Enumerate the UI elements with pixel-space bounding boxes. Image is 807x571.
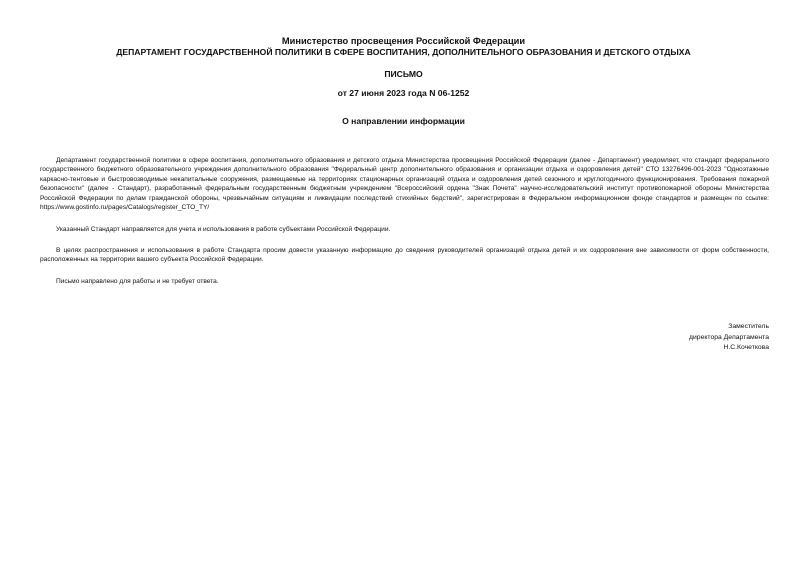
paragraph-request: В целях распространения и использования в работе Стандарта просим довести указанную информацию до сведения руководителей организаций отдыха детей и их оздоровления вне зависимости от форм собственности, расположенных на территории вашего субъекта Российской Федерации.: [40, 247, 769, 264]
document-type: ПИСЬМО: [384, 69, 423, 79]
paragraph-standard-usage: Указанный Стандарт направляется для учета и использования в работе субъектами Российской Федерации.: [56, 226, 391, 233]
signature-department: директора Департамента: [689, 333, 769, 341]
signature-name: Н.С.Кочеткова: [723, 344, 769, 351]
signature-block: [689, 322, 769, 354]
paragraph-notification: Департамент государственной политики в сфере воспитания, дополнительного образования и детского отдыха Министерства просвещения Российской Федерации (далее - Департамент) уведомляет, что стандарт федерального государственного бюджетного образовательного учреждения дополнительного образования "Федеральный центр дополнительного образования и организации отдыха и оздоровления детей" СТО 13276496-001-2023 "Одноэтажные каркасно-тентовые и быстровозводимые некапитальные сооружения, размещаемые на территориях стационарных организаций отдыха и оздоровления детей сезонного и круглогодичного функционирования. Требования пожарной безопасности" (далее - Стандарт), разработанный федеральным государственным бюджетным учреждением "Всероссийский ордена "Знак Почета" научно-исследовательский институт противопожарной обороны Министерства Российской Федерации по делам гражданской обороны, чрезвычайным ситуациям и ликвидации последствий стихийных бедствий", зарегистрирован в Федеральном информационном фонде стандартов и размещен по ссылке: https://www.gostinfo.ru/pages/Catalogs/register_CTO_TY/: [40, 157, 769, 212]
document-subject: О направлении информации: [342, 116, 465, 126]
ministry-name: Министерство просвещения Российской Федерации: [281, 36, 526, 46]
document-date-number: от 27 июня 2023 года N 06-1252: [337, 88, 470, 98]
signature-position: Заместитель: [728, 323, 769, 330]
department-name: ДЕПАРТАМЕНТ ГОСУДАРСТВЕННОЙ ПОЛИТИКИ В СФЕРЕ ВОСПИТАНИЯ, ДОПОЛНИТЕЛЬНОГО ОБРАЗОВАНИЯ И ДЕТСКОГО ОТДЫХА: [116, 47, 691, 57]
paragraph-no-reply: Письмо направлено для работы и не требует ответа.: [56, 278, 219, 285]
